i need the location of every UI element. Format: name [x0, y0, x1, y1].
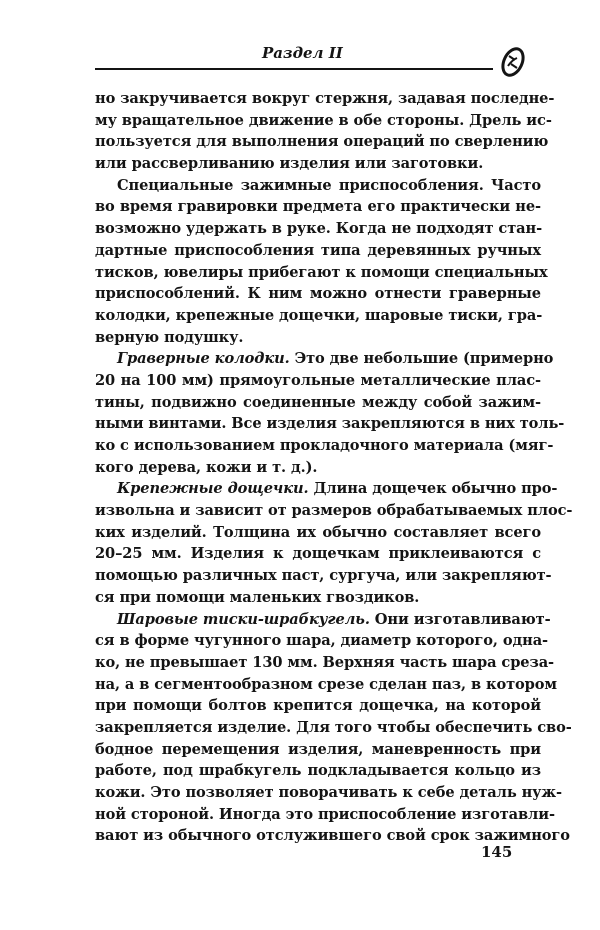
text-line: ся при помощи маленьких гвоздиков. [95, 588, 420, 606]
text-line: пользуется для выполнения операций по сверлению [95, 133, 549, 151]
text-line: ной стороной. Иногда это приспособление изготавли- [95, 805, 555, 823]
text-line: вают из обычного отслужившего свой срок зажимного [95, 827, 570, 845]
term-heading: Граверные колодки. [117, 350, 290, 368]
text-line: бодное перемещения изделия, маневренность при [95, 740, 541, 758]
text-line: верную подушку. [95, 328, 244, 346]
text-line: колодки, крепежные дощечки, шаровые тиски, гра- [95, 306, 543, 324]
body-text [95, 88, 573, 847]
text-line: ких изделий. Толщина их обычно составляет всего [95, 523, 541, 541]
text-line: помощью различных паст, сургуча, или закрепляют- [95, 567, 552, 585]
paragraph [95, 88, 555, 175]
text-line: ными винтами. Все изделия закрепляются в них толь- [95, 415, 565, 433]
text-line: тины, подвижно соединенные между собой зажим- [95, 393, 541, 411]
text-line: 20 на 100 мм) прямоугольные металлические плас- [95, 371, 541, 389]
page-number: 145 [481, 843, 513, 861]
paragraph [95, 348, 565, 478]
text-line: но закручивается вокруг стержня, задавая последне- [95, 90, 555, 107]
text-line: во время гравировки предмета его практически не- [95, 198, 541, 216]
header-rule [95, 68, 493, 70]
text-line: кого дерева, кожи и т. д.). [95, 458, 318, 476]
paragraph [95, 609, 572, 848]
text-line: кожи. Это позволяет поворачивать к себе деталь нуж- [95, 784, 563, 801]
text-line: дартные приспособления типа деревянных ручных [95, 241, 541, 259]
text-line: при помощи болтов крепится дощечка, на которой [95, 697, 541, 715]
text-line: закрепляется изделие. Для того чтобы обеспечить сво- [95, 718, 572, 736]
text-line: возможно удержать в руке. Когда не подходят стан- [95, 220, 543, 238]
paragraph [95, 175, 548, 349]
section-emblem-icon [500, 46, 526, 78]
text-line: Специальные зажимные приспособления. Часто [117, 176, 541, 194]
running-header: Раздел II [262, 44, 343, 62]
text-line: приспособлений. К ним можно отнести граверные [95, 285, 541, 303]
text-line: 20–25 мм. Изделия к дощечкам приклеиваются с [95, 545, 541, 563]
text-line: Шаровые тиски-шрабкугель. Они изготавливают- [117, 610, 551, 628]
text-line: работе, под шрабкугель подкладывается кольцо из [95, 762, 541, 780]
text-line: му вращательное движение в обе стороны. Дрель ис- [95, 111, 552, 129]
text-line: Крепежные дощечки. Длина дощечек обычно про- [117, 480, 558, 498]
text-line: тисков, ювелиры прибегают к помощи специальных [95, 263, 548, 281]
text-line: ко, не превышает 130 мм. Верхняя часть шара среза- [95, 653, 555, 671]
text-line: извольна и зависит от размеров обрабатываемых плос- [95, 502, 573, 520]
text-line: или рассверливанию изделия или заготовки. [95, 155, 484, 173]
term-heading: Крепежные дощечки. [117, 480, 309, 498]
text-line: на, а в сегментообразном срезе сделан паз, в котором [95, 675, 557, 693]
text-line: ся в форме чугунного шара, диаметр которого, одна- [95, 632, 549, 650]
text-line: ко с использованием прокладочного материала (мяг- [95, 437, 554, 454]
term-heading: Шаровые тиски-шрабкугель. [117, 610, 370, 628]
paragraph [95, 478, 573, 608]
text-line: Граверные колодки. Это две небольшие (примерно [117, 350, 554, 368]
